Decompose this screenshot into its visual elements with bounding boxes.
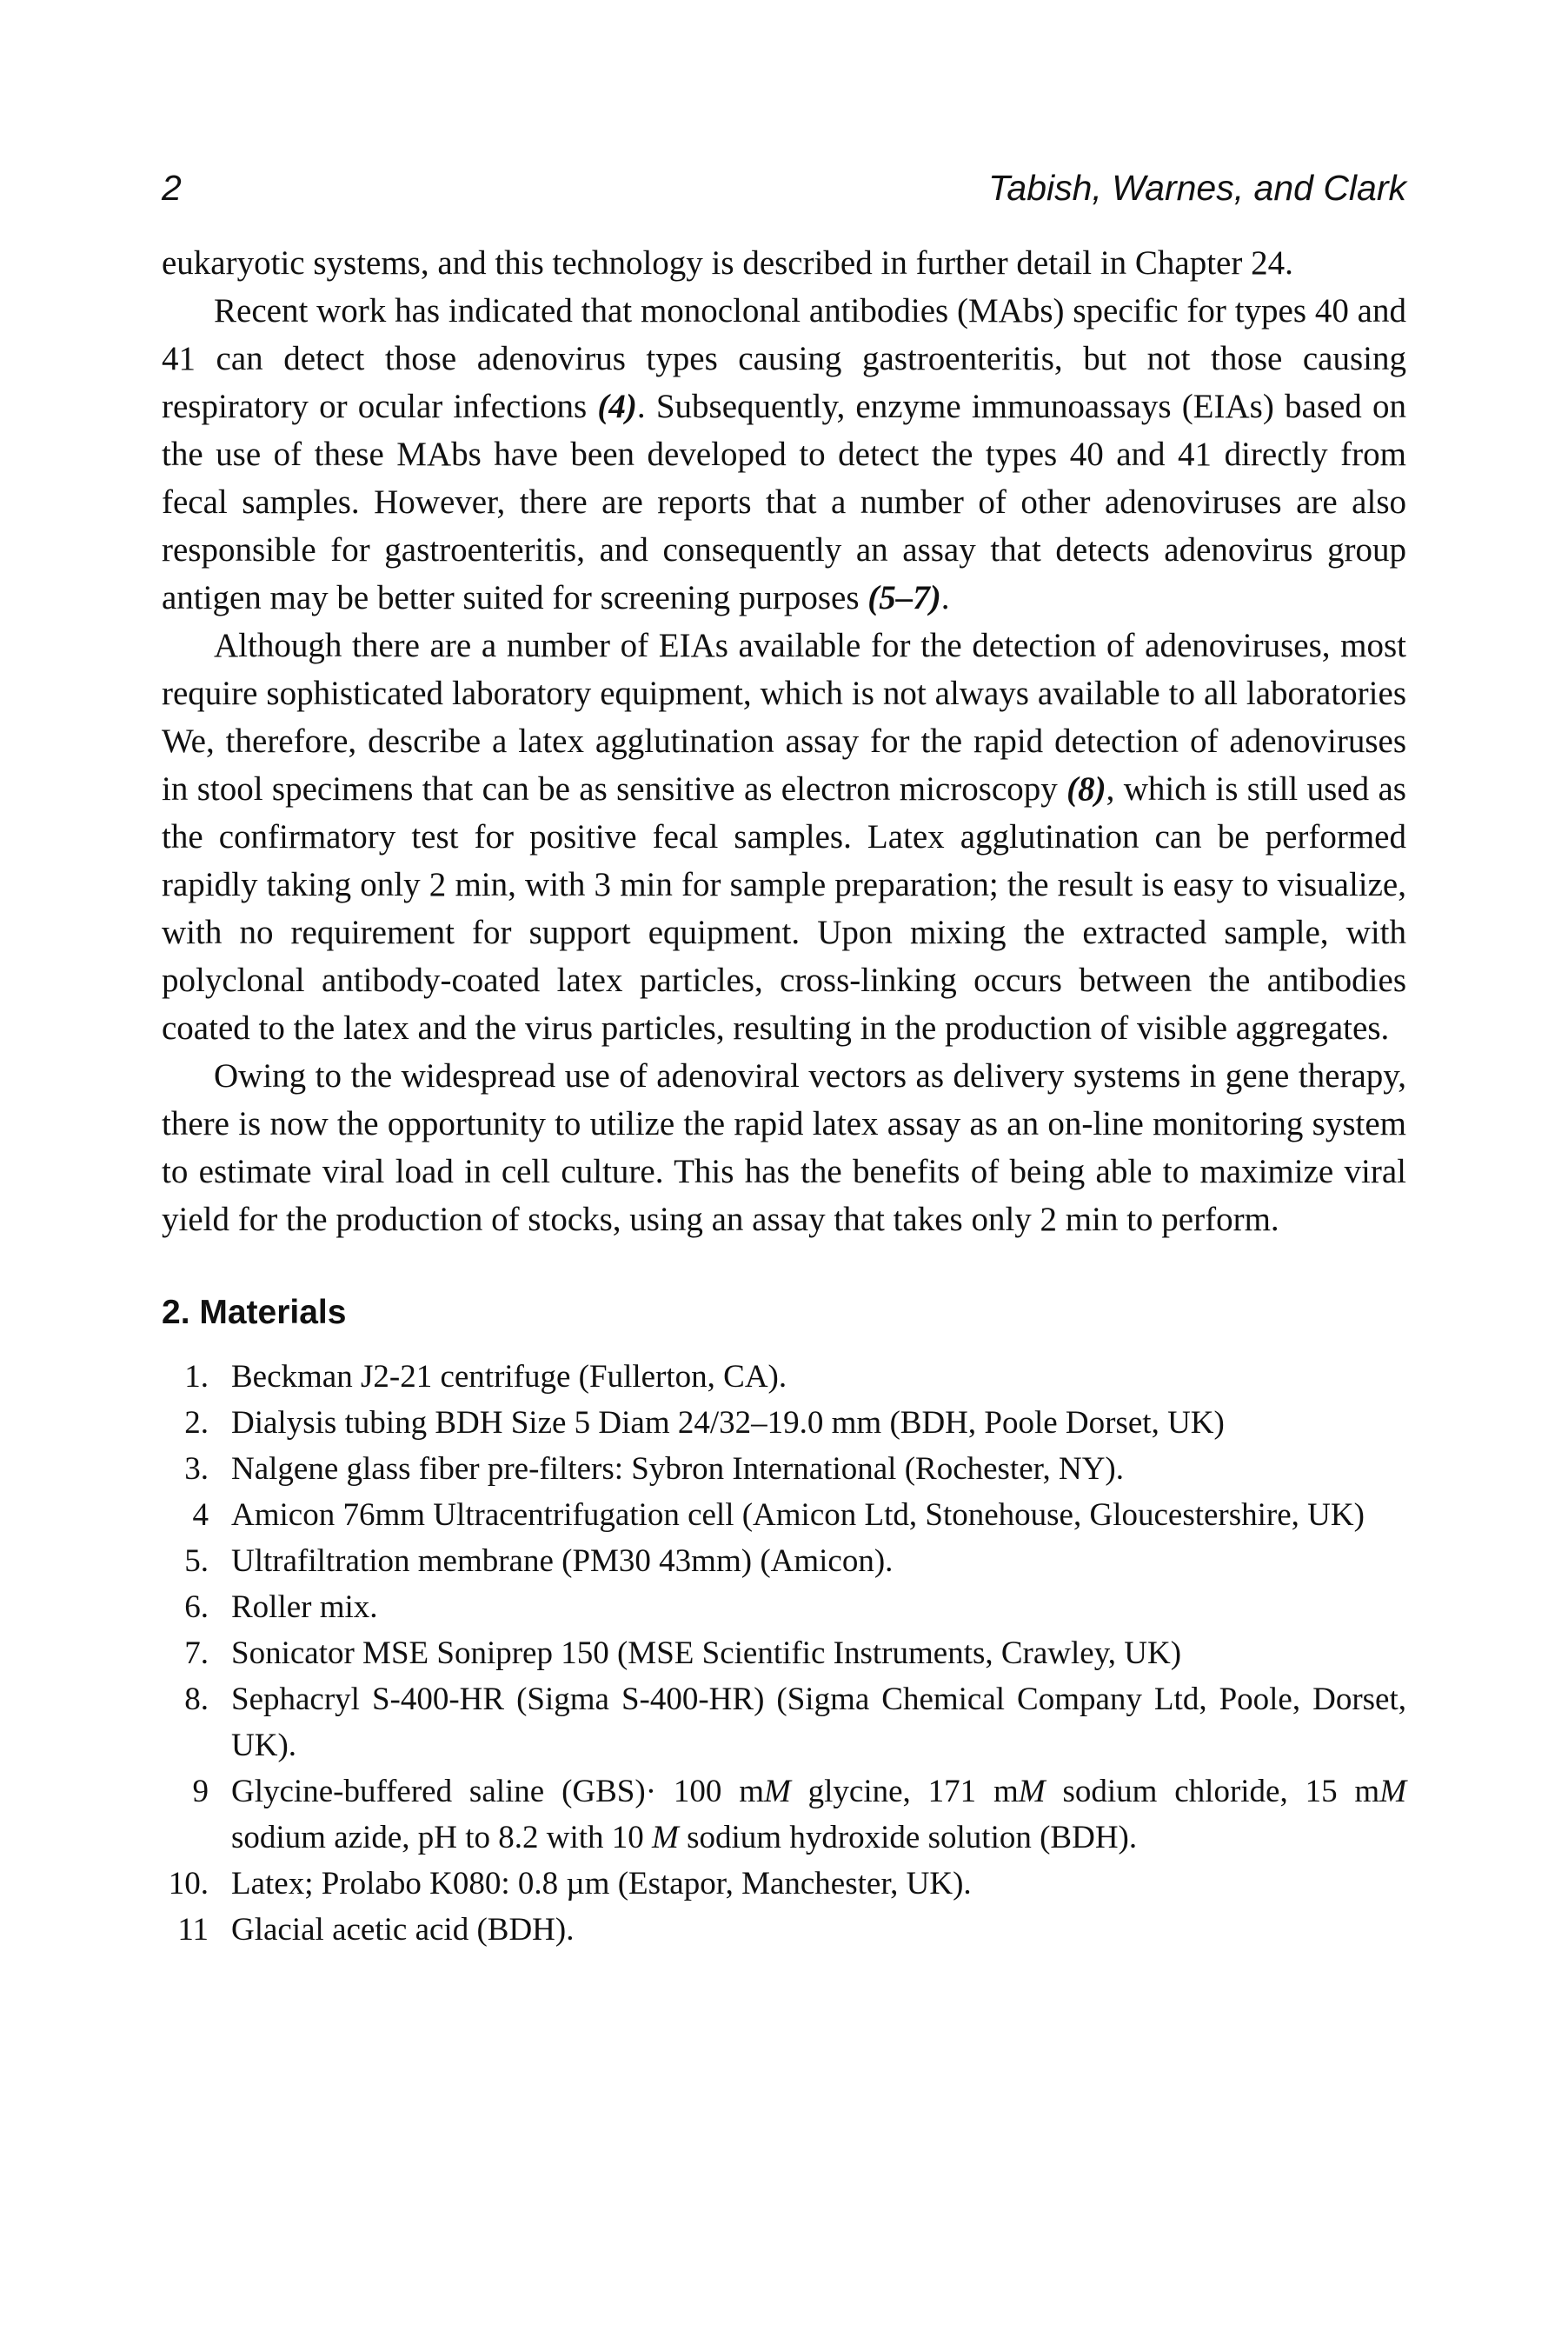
body-text <box>162 239 1406 1243</box>
list-item <box>162 1768 1406 1861</box>
reference-4: (4) <box>597 388 637 425</box>
section-heading-materials: 2. Materials <box>162 1294 347 1331</box>
unit-molar: M <box>1379 1774 1407 1809</box>
gbs-text-e: sodium hydroxide solution (BDH). <box>678 1820 1138 1855</box>
reference-8: (8) <box>1066 770 1106 808</box>
list-item-number: 3. <box>184 1451 209 1487</box>
unit-molar: M <box>763 1774 791 1809</box>
paragraph-2-text-a: Recent work has indicated that monoclonal antibodies (MAbs) specific for types 40 and 41 can detect those adenovirus types causing gastroenteritis, but not those causing respiratory or ocular infections <box>162 292 1406 425</box>
gbs-text-d: sodium azide, pH to 8.2 with 10 <box>231 1820 653 1855</box>
paragraph-3-text-a: Although there are a number of EIAs available for the detection of adenoviruses, most require sophisticated laboratory equipment, which is not always available to all laboratories We, therefore, describe a latex agglutination assay for the rapid detection of adenoviruses in stool specimens that can be as sensitive as electron microscopy <box>162 627 1406 808</box>
gbs-text-b: glycine, 171 m <box>790 1774 1019 1809</box>
list-item-text: Beckman J2-21 centrifuge (Fullerton, CA). <box>231 1359 787 1395</box>
reference-5-7: (5–7) <box>867 579 941 616</box>
list-item-number: 8. <box>184 1682 209 1717</box>
running-title: Tabish, Warnes, and Clark <box>988 168 1406 208</box>
list-item-number: 2. <box>184 1405 209 1441</box>
list-item-number: 4 <box>192 1497 209 1533</box>
list-item <box>162 1354 1406 1400</box>
list-item-text: Sephacryl S-400-HR (Sigma S-400-HR) (Sigma Chemical Company Ltd, Poole, Dorset, UK). <box>231 1682 1406 1763</box>
list-item <box>162 1630 1406 1676</box>
unit-molar: M <box>652 1820 679 1855</box>
gbs-text-c: sodium chloride, 15 m <box>1045 1774 1380 1809</box>
list-item-text: Glacial acetic acid (BDH). <box>231 1912 575 1948</box>
list-item <box>162 1584 1406 1630</box>
unit-molar: M <box>1018 1774 1046 1809</box>
materials-list <box>162 1354 1406 1953</box>
list-item <box>162 1861 1406 1907</box>
page-number: 2 <box>162 168 182 208</box>
list-item-text: Amicon 76mm Ultracentrifugation cell (Amicon Ltd, Stonehouse, Gloucestershire, UK) <box>231 1497 1365 1533</box>
list-item-number: 10. <box>168 1866 209 1901</box>
list-item-text: Nalgene glass fiber pre-filters: Sybron International (Rochester, NY). <box>231 1451 1124 1487</box>
list-item <box>162 1676 1406 1768</box>
list-item-number: 11 <box>177 1912 209 1948</box>
paragraph-4: Owing to the widespread use of adenoviral vectors as delivery systems in gene therapy, there is now the opportunity to utilize the rapid latex assay as an on-line monitoring system to estimate viral load in cell culture. This has the benefits of being able to maximize viral yield for the production of stocks, using an assay that takes only 2 min to perform. <box>162 1057 1406 1238</box>
list-item-text: Ultrafiltration membrane (PM30 43mm) (Amicon). <box>231 1543 894 1579</box>
running-head <box>162 161 1406 215</box>
list-item-number: 7. <box>184 1635 209 1671</box>
paragraph-2 <box>162 287 1406 622</box>
list-item-number: 9 <box>192 1774 209 1809</box>
list-item-text: Latex; Prolabo K080: 0.8 µm (Estapor, Manchester, UK). <box>231 1866 972 1901</box>
page <box>162 161 1406 1953</box>
list-item-text: Sonicator MSE Soniprep 150 (MSE Scientific Instruments, Crawley, UK) <box>231 1635 1182 1671</box>
list-item-text <box>231 1768 1406 1861</box>
list-item-number: 1. <box>184 1359 209 1395</box>
list-item-number: 6. <box>184 1589 209 1625</box>
list-item <box>162 1446 1406 1492</box>
list-item <box>162 1538 1406 1584</box>
list-item-text: Dialysis tubing BDH Size 5 Diam 24/32–19.0 mm (BDH, Poole Dorset, UK) <box>231 1405 1225 1441</box>
list-item <box>162 1400 1406 1446</box>
list-item-text: Roller mix. <box>231 1589 378 1625</box>
gbs-text-a: Glycine-buffered saline (GBS)· 100 m <box>231 1774 764 1809</box>
list-item <box>162 1492 1406 1538</box>
list-item <box>162 1907 1406 1953</box>
paragraph-3 <box>162 622 1406 1052</box>
paragraph-3-text-b: , which is still used as the confirmatory test for positive fecal samples. Latex agglutination can be performed rapidly taking only 2 min, with 3 min for sample preparation; the result is easy to visualize, with no requirement for support equipment. Upon mixing the extracted sample, with polyclonal antibody-coated latex particles, cross-linking occurs between the antibodies coated to the latex and the virus particles, resulting in the production of visible aggregates. <box>162 770 1406 1047</box>
paragraph-1: eukaryotic systems, and this technology is described in further detail in Chapter 24. <box>162 244 1293 282</box>
paragraph-2-text-b: . Subsequently, enzyme immunoassays (EIAs) based on the use of these MAbs have been developed to detect the types 40 and 41 directly from fecal samples. However, there are reports that a number of other adenoviruses are also responsible for gastroenteritis, and consequently an assay that detects adenovirus group antigen may be better suited for screening purposes <box>162 388 1406 616</box>
paragraph-2-text-c: . <box>940 579 950 616</box>
list-item-number: 5. <box>184 1543 209 1579</box>
